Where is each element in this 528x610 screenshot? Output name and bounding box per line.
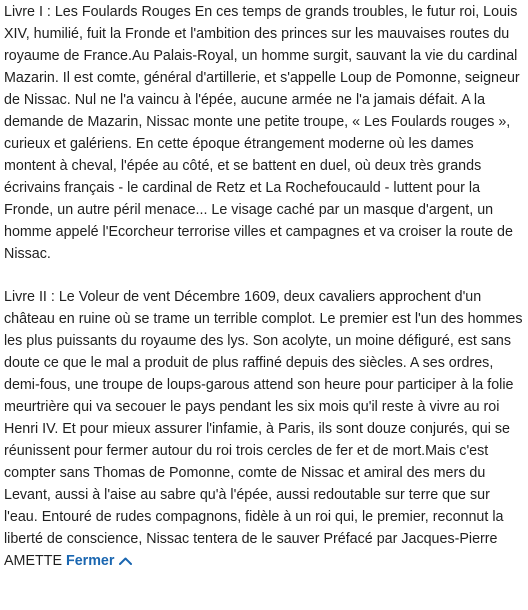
collapse-label: Fermer xyxy=(65,553,115,569)
product-description xyxy=(4,1,526,572)
description-paragraph-livre-2 xyxy=(4,286,526,572)
paragraph-text: Livre II : Le Voleur de vent Décembre 1609, deux cavaliers approchent d'un château en ruine où se trame un terrible complot. Le premier est l'un des hommes les plus puissants du royaume des lys. Son acolyte, un moine défiguré, est sans doute ce que le mal a produit de plus raffiné depuis des siècles. A ses ordres, demi-fous, une troupe de loups-garous attend son heure pour participer à la folie meurtrière qui va secouer le pays pendant les six mois qu'il reste à vivre au roi Henri IV. Et pour mieux assurer l'infamie, à Paris, ils sont douze conjurés, qui se réunissent pour fermer autour du roi trois cercles de fer et de mort.Mais c'est compter sans Thomas de Pomonne, comte de Nissac et amiral des mers du Levant, aussi à l'aise au sabre qu'à l'épée, aussi redoutable sur terre que sur l'eau. Entouré de rudes compagnons, fidèle à un roi qui, le premier, reconnut la liberté de conscience, Nissac tentera de le sauver Préfacé par Jacques-Pierre AMETTE xyxy=(4,289,523,569)
paragraph-text: Livre I : Les Foulards Rouges En ces temps de grands troubles, le futur roi, Louis XIV, humilié, fuit la Fronde et l'ambition des princes sur les mauvaises routes du royaume de France.Au Palais-Royal, un homme surgit, sauvant la vie du cardinal Mazarin. Il est comte, général d'artillerie, et s'appelle Loup de Pomonne, seigneur de Nissac. Nul ne l'a vaincu à l'épée, aucune armée ne l'a jamais défait. A la demande de Mazarin, Nissac monte une petite troupe, « Les Foulards rouges », curieux et galériens. En cette époque étrangement moderne où les dames montent à cheval, l'épée au côté, et se battent en duel, où deux très grands écrivains français - le cardinal de Retz et La Rochefoucauld - luttent pour la Fronde, un autre péril menace... Le visage caché par un masque d'argent, un homme appelé l'Ecorcheur terrorise villes et campagnes et va croiser la route de Nissac. xyxy=(4,4,520,262)
description-paragraph-livre-1 xyxy=(4,1,526,265)
collapse-description-button[interactable] xyxy=(66,550,133,572)
chevron-up-icon xyxy=(118,555,133,567)
